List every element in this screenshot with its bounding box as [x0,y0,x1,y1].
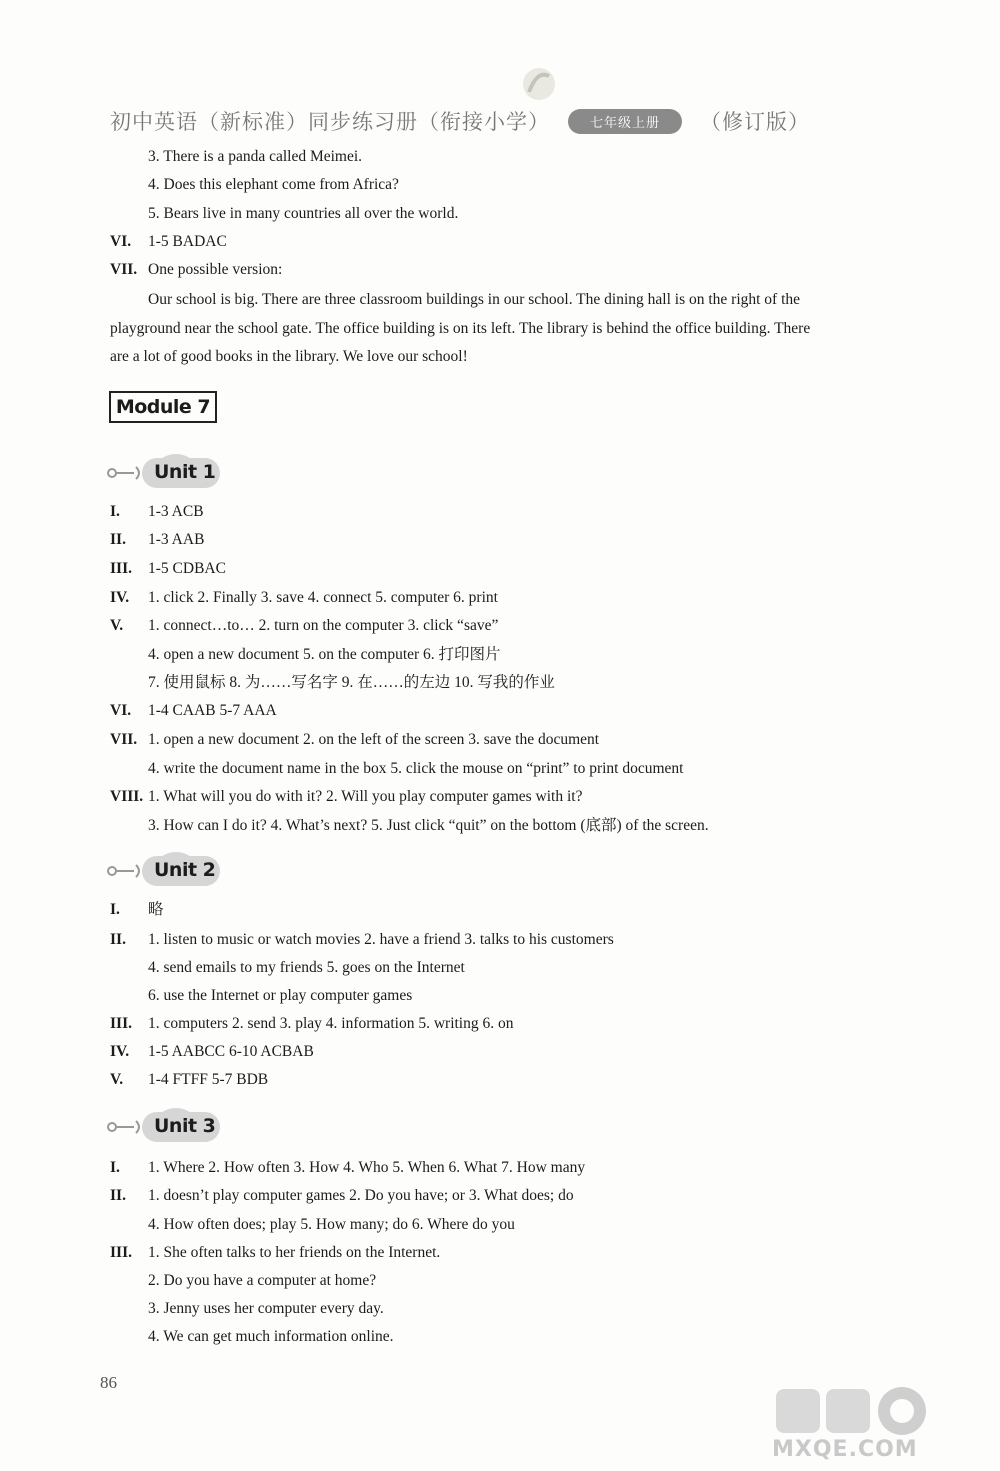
answer-line: 4. open a new document 5. on the computer 6. 打印图片 [148,646,501,663]
answer-line: 2. Do you have a computer at home? [148,1272,377,1289]
answer-line: 1-5 CDBAC [148,560,226,577]
unit-heading [104,856,222,886]
answer-line: 1-3 ACB [148,503,204,520]
section-number: I. [110,503,120,520]
site-watermark [772,1383,962,1463]
section-number: I. [110,1159,120,1176]
answer-line: 3. There is a panda called Meimei. [148,148,363,165]
answer-line: 1. Where 2. How often 3. How 4. Who 5. When 6. What 7. How many [148,1159,586,1176]
section-number: II. [110,531,126,548]
answer-line: 1-5 BADAC [148,233,227,250]
section-number: V. [110,617,124,634]
section-number: VIII. [110,788,144,805]
section-number: II. [110,1187,126,1204]
section-number: VI. [110,233,132,250]
section-number: IV. [110,1043,130,1060]
unit-title: Unit 3 [154,1115,216,1137]
answer-line: 1. She often talks to her friends on the Internet. [148,1244,441,1261]
answer-line: 1. connect…to… 2. turn on the computer 3. click “save” [148,617,499,634]
unit-title: Unit 2 [154,859,216,881]
answer-line: 4. write the document name in the box 5. click the mouse on “print” to print document [148,760,684,777]
answer-line: One possible version: [148,261,283,278]
answer-line: 6. use the Internet or play computer games [148,987,413,1004]
answer-line: 1. computers 2. send 3. play 4. information 5. writing 6. on [148,1015,514,1032]
answer-line: 5. Bears live in many countries all over the world. [148,205,459,222]
answer-line: 3. Jenny uses her computer every day. [148,1300,384,1317]
section-number: VI. [110,702,132,719]
watermark-text: MXQE.COM [772,1437,918,1462]
answer-line: 1-4 CAAB 5-7 AAA [148,702,277,719]
key-icon [104,1112,144,1142]
answer-line: 7. 使用鼠标 8. 为……写名字 9. 在……的左边 10. 写我的作业 [148,674,555,691]
header-decoration-icon [515,64,563,104]
answer-line: 1. listen to music or watch movies 2. have a friend 3. talks to his customers [148,931,614,948]
answer-line: 4. We can get much information online. [148,1328,394,1345]
unit-title: Unit 1 [154,461,216,483]
essay-line: Our school is big. There are three classroom buildings in our school. The dining hall is on the right of the [148,291,801,308]
answer-line: 1-3 AAB [148,531,205,548]
key-icon [104,856,144,886]
answer-line: 4. send emails to my friends 5. goes on the Internet [148,959,465,976]
essay-line: playground near the school gate. The office building is on its left. The library is behind the office building. There [110,320,811,337]
answer-line: 略 [148,901,164,918]
section-number: III. [110,560,132,577]
section-number: III. [110,1244,132,1261]
key-icon [104,458,144,488]
section-number: VII. [110,731,138,748]
unit-heading [104,1112,222,1142]
book-title: 初中英语（新标准）同步练习册（衔接小学） [110,110,550,134]
grade-badge: 七年级上册 [568,109,682,134]
page-header [110,104,810,138]
answer-line: 3. How can I do it? 4. What’s next? 5. Just click “quit” on the bottom (底部) of the screen. [148,817,709,834]
edition-label: （修订版） [700,110,811,134]
answer-line: 1. What will you do with it? 2. Will you play computer games with it? [148,788,583,805]
watermark-logo-icon [772,1383,962,1439]
answer-line: 1. open a new document 2. on the left of the screen 3. save the document [148,731,600,748]
answer-line: 1. doesn’t play computer games 2. Do you have; or 3. What does; do [148,1187,574,1204]
answer-line: 1-4 FTFF 5-7 BDB [148,1071,269,1088]
section-number: V. [110,1071,124,1088]
unit-heading [104,458,222,488]
answer-line: 1. click 2. Finally 3. save 4. connect 5. computer 6. print [148,589,498,606]
section-number: VII. [110,261,138,278]
answer-line: 4. Does this elephant come from Africa? [148,176,399,193]
essay-line: are a lot of good books in the library. We love our school! [110,348,468,365]
answer-line: 4. How often does; play 5. How many; do 6. Where do you [148,1216,515,1233]
module-heading: Module 7 [109,391,217,423]
section-number: IV. [110,589,130,606]
section-number: II. [110,931,126,948]
answer-line: 1-5 AABCC 6-10 ACBAB [148,1043,314,1060]
section-number: III. [110,1015,132,1032]
section-number: I. [110,901,120,918]
page-number: 86 [100,1373,117,1392]
